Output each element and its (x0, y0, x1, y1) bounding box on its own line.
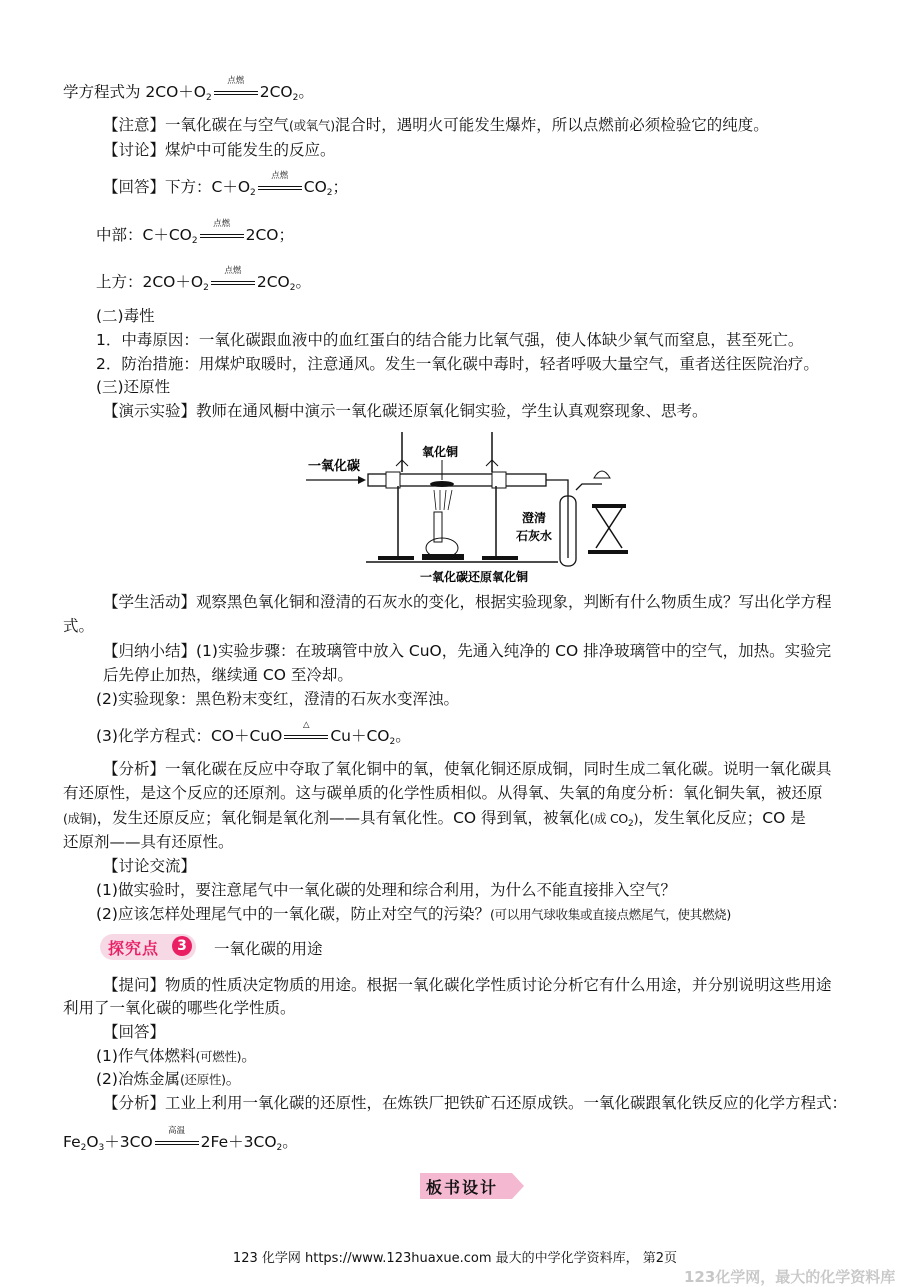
stopper (386, 472, 400, 488)
subscript: 2 (276, 1143, 283, 1153)
equation-arrow (256, 171, 304, 197)
subscript: 2 (292, 93, 299, 103)
badge-label: 探究点 (108, 939, 160, 958)
flame (434, 490, 452, 510)
text: 2CO (256, 273, 290, 291)
text: 【回答】下方：C＋O (103, 178, 251, 196)
subscript: 2 (250, 188, 256, 198)
text: 。 (225, 1070, 242, 1088)
equation-line (96, 720, 411, 747)
section-heading: (二)毒性 (96, 307, 155, 325)
text: 。 (241, 1047, 257, 1065)
figure-caption: 一氧化碳还原氧化铜 (420, 570, 529, 584)
subscript: 2 (389, 737, 396, 747)
alcohol-lamp (594, 471, 610, 478)
subscript: 2 (191, 236, 198, 246)
paragraph-line: (1)做实验时，要注意尾气中一氧化碳的处理和综合利用，为什么不能直接排入空气？ (96, 881, 676, 899)
annotation: (还原性) (179, 1072, 226, 1087)
paragraph-line: 2．防治措施：用煤炉取暖时，注意通风。发生一氧化碳中毒时，轻者呼吸大量空气，重者送往医院治疗。 (96, 355, 819, 373)
copper-oxide-powder (430, 481, 454, 487)
paragraph-line: (2)实验现象：黑色粉末变红，澄清的石灰水变浑浊。 (96, 690, 459, 708)
equation-line (63, 76, 314, 103)
text: Cu＋CO (330, 727, 390, 745)
text: (3)化学方程式：CO＋CuO (96, 727, 283, 745)
paragraph-line (96, 1069, 241, 1090)
subscript: 2 (203, 283, 209, 293)
subscript: 3 (98, 1143, 105, 1153)
paragraph-line: 【回答】 (103, 1023, 166, 1041)
text: 2CO； (245, 226, 294, 244)
text: CO (303, 178, 327, 196)
condition: △ (303, 720, 310, 730)
equation-line (103, 171, 349, 198)
annotation: (可以用气球收集或直接点燃尾气，使其燃烧) (489, 907, 731, 922)
text: Fe (63, 1133, 81, 1151)
text: 混合时，遇明火可能发生爆炸，所以点燃前必须检验它的纯度。 (334, 116, 769, 134)
text: 。 (282, 1133, 298, 1151)
stopper (492, 472, 506, 488)
paragraph-line (96, 1046, 257, 1067)
burner-tube (434, 512, 442, 542)
equation-arrow (153, 1126, 201, 1152)
paragraph-line: 有还原性，是这个反应的还原剂。这与碳单质的化学性质相似。从得氧、失氧的角度分析：氧化铜失氧，被还原 (63, 784, 823, 802)
text: (1)作气体燃料 (96, 1047, 196, 1065)
annotation: ) (633, 811, 639, 826)
paragraph-line: 【分析】一氧化碳在反应中夺取了氧化铜中的氧，使氧化铜还原成铜，同时生成二氧化碳。说明一氧化碳具 (103, 760, 832, 778)
text: 【注意】一氧化碳在与空气 (103, 116, 290, 134)
co-label: 一氧化碳 (308, 459, 361, 474)
section-title: 一氧化碳的用途 (214, 940, 323, 958)
note-line (103, 115, 769, 136)
equation-arrow (198, 219, 246, 245)
paragraph-line: 【演示实验】教师在通风橱中演示一氧化碳还原氧化铜实验，学生认真观察现象、思考。 (103, 402, 708, 420)
equation-arrow (282, 720, 330, 746)
paragraph-line: 【归纳小结】(1)实验步骤：在玻璃管中放入 CuO，先通入纯净的 CO 排净玻璃管中的空气，加热。实验完 (103, 642, 832, 660)
subscript: 2 (326, 188, 333, 198)
board-design-banner (420, 1173, 524, 1199)
equation-line (96, 266, 311, 293)
paragraph-line (96, 904, 731, 925)
equation-arrow (209, 266, 257, 292)
text: 2CO (259, 83, 293, 101)
text: 。 (298, 83, 314, 101)
lab-jack (596, 508, 622, 548)
text: (2)应该怎样处理尾气中的一氧化碳，防止对空气的污染？ (96, 905, 490, 923)
limewater-label-1: 澄清 (522, 511, 547, 525)
delivery-tube (564, 480, 568, 558)
discussion-line: 【讨论】煤炉中可能发生的反应。 (103, 141, 336, 159)
section-heading: (三)还原性 (96, 378, 171, 396)
text: 。 (295, 273, 311, 291)
condition: 高温 (168, 1126, 186, 1136)
subscript: 2 (627, 819, 634, 829)
subscript: 2 (80, 1143, 87, 1153)
paragraph-line: 【学生活动】观察黑色氧化铜和澄清的石灰水的变化，根据实验现象，判断有什么物质生成？写出化学方程 (103, 593, 832, 611)
equation-arrow (212, 76, 260, 102)
condition: 点燃 (271, 171, 289, 181)
annotation: (或氧气) (289, 118, 335, 133)
paragraph-line: 利用了一氧化碳的哪些化学性质。 (63, 999, 296, 1017)
text: 2Fe＋3CO (200, 1133, 277, 1151)
condition: 点燃 (227, 76, 245, 86)
condition: 点燃 (213, 219, 231, 229)
text: 。 (395, 727, 411, 745)
limewater-label-2: 石灰水 (516, 529, 553, 543)
text: ＋3CO (104, 1133, 153, 1151)
subscript: 2 (289, 283, 296, 293)
page-footer: 123 化学网 https://www.123huaxue.com 最大的中学化学资料库， 第2页 (232, 1251, 678, 1266)
paragraph-line: 【提问】物质的性质决定物质的用途。根据一氧化碳化学性质讨论分析它有什么用途，并分别说明这些用途 (103, 976, 832, 994)
text: 学方程式为 2CO＋O (63, 83, 207, 101)
text: ，发生氧化反应；CO 是 (638, 809, 806, 827)
condition: 点燃 (224, 266, 242, 276)
board-design-label: 板书设计 (426, 1178, 499, 1197)
equation-line (63, 1126, 298, 1153)
paragraph-line: 式。 (63, 617, 95, 635)
lab-jack-top (592, 504, 626, 508)
experiment-figure (306, 426, 640, 586)
subscript: 2 (206, 93, 212, 103)
watermark: 123化学网，最大的化学资料库 (684, 1268, 896, 1286)
paragraph-line: 【讨论交流】 (103, 857, 197, 875)
annotation: (成 CO (589, 811, 628, 826)
paragraph-line: 1．中毒原因：一氧化碳跟血液中的血红蛋白的结合能力比氧气强，使人体缺少氧气而窒息，甚至死亡。 (96, 331, 804, 349)
cuo-label: 氧化铜 (422, 445, 459, 459)
text: O (86, 1133, 99, 1151)
text: ； (332, 178, 349, 196)
text: ，发生还原反应；氧化铜是氧化剂——具有氧化性。CO 得到氧，被氧化 (96, 809, 590, 827)
equation-line (96, 219, 294, 246)
paragraph-line: 【分析】工业上利用一氧化碳的还原性，在炼铁厂把铁矿石还原成铁。一氧化碳跟氧化铁反应的化学方程式： (103, 1094, 848, 1112)
annotation: (成铜) (63, 811, 97, 826)
paragraph-line: 后先停止加热，继续通 CO 至冷却。 (103, 666, 353, 684)
text: 中部：C＋CO (96, 226, 192, 244)
explore-point-badge (100, 934, 196, 960)
annotation: (可燃性) (195, 1049, 242, 1064)
paragraph-line (63, 808, 806, 829)
paragraph-line: 还原剂——具有还原性。 (63, 833, 234, 851)
badge-number: 3 (172, 936, 192, 956)
text: 上方：2CO＋O (96, 273, 204, 291)
text: (2)冶炼金属 (96, 1070, 180, 1088)
